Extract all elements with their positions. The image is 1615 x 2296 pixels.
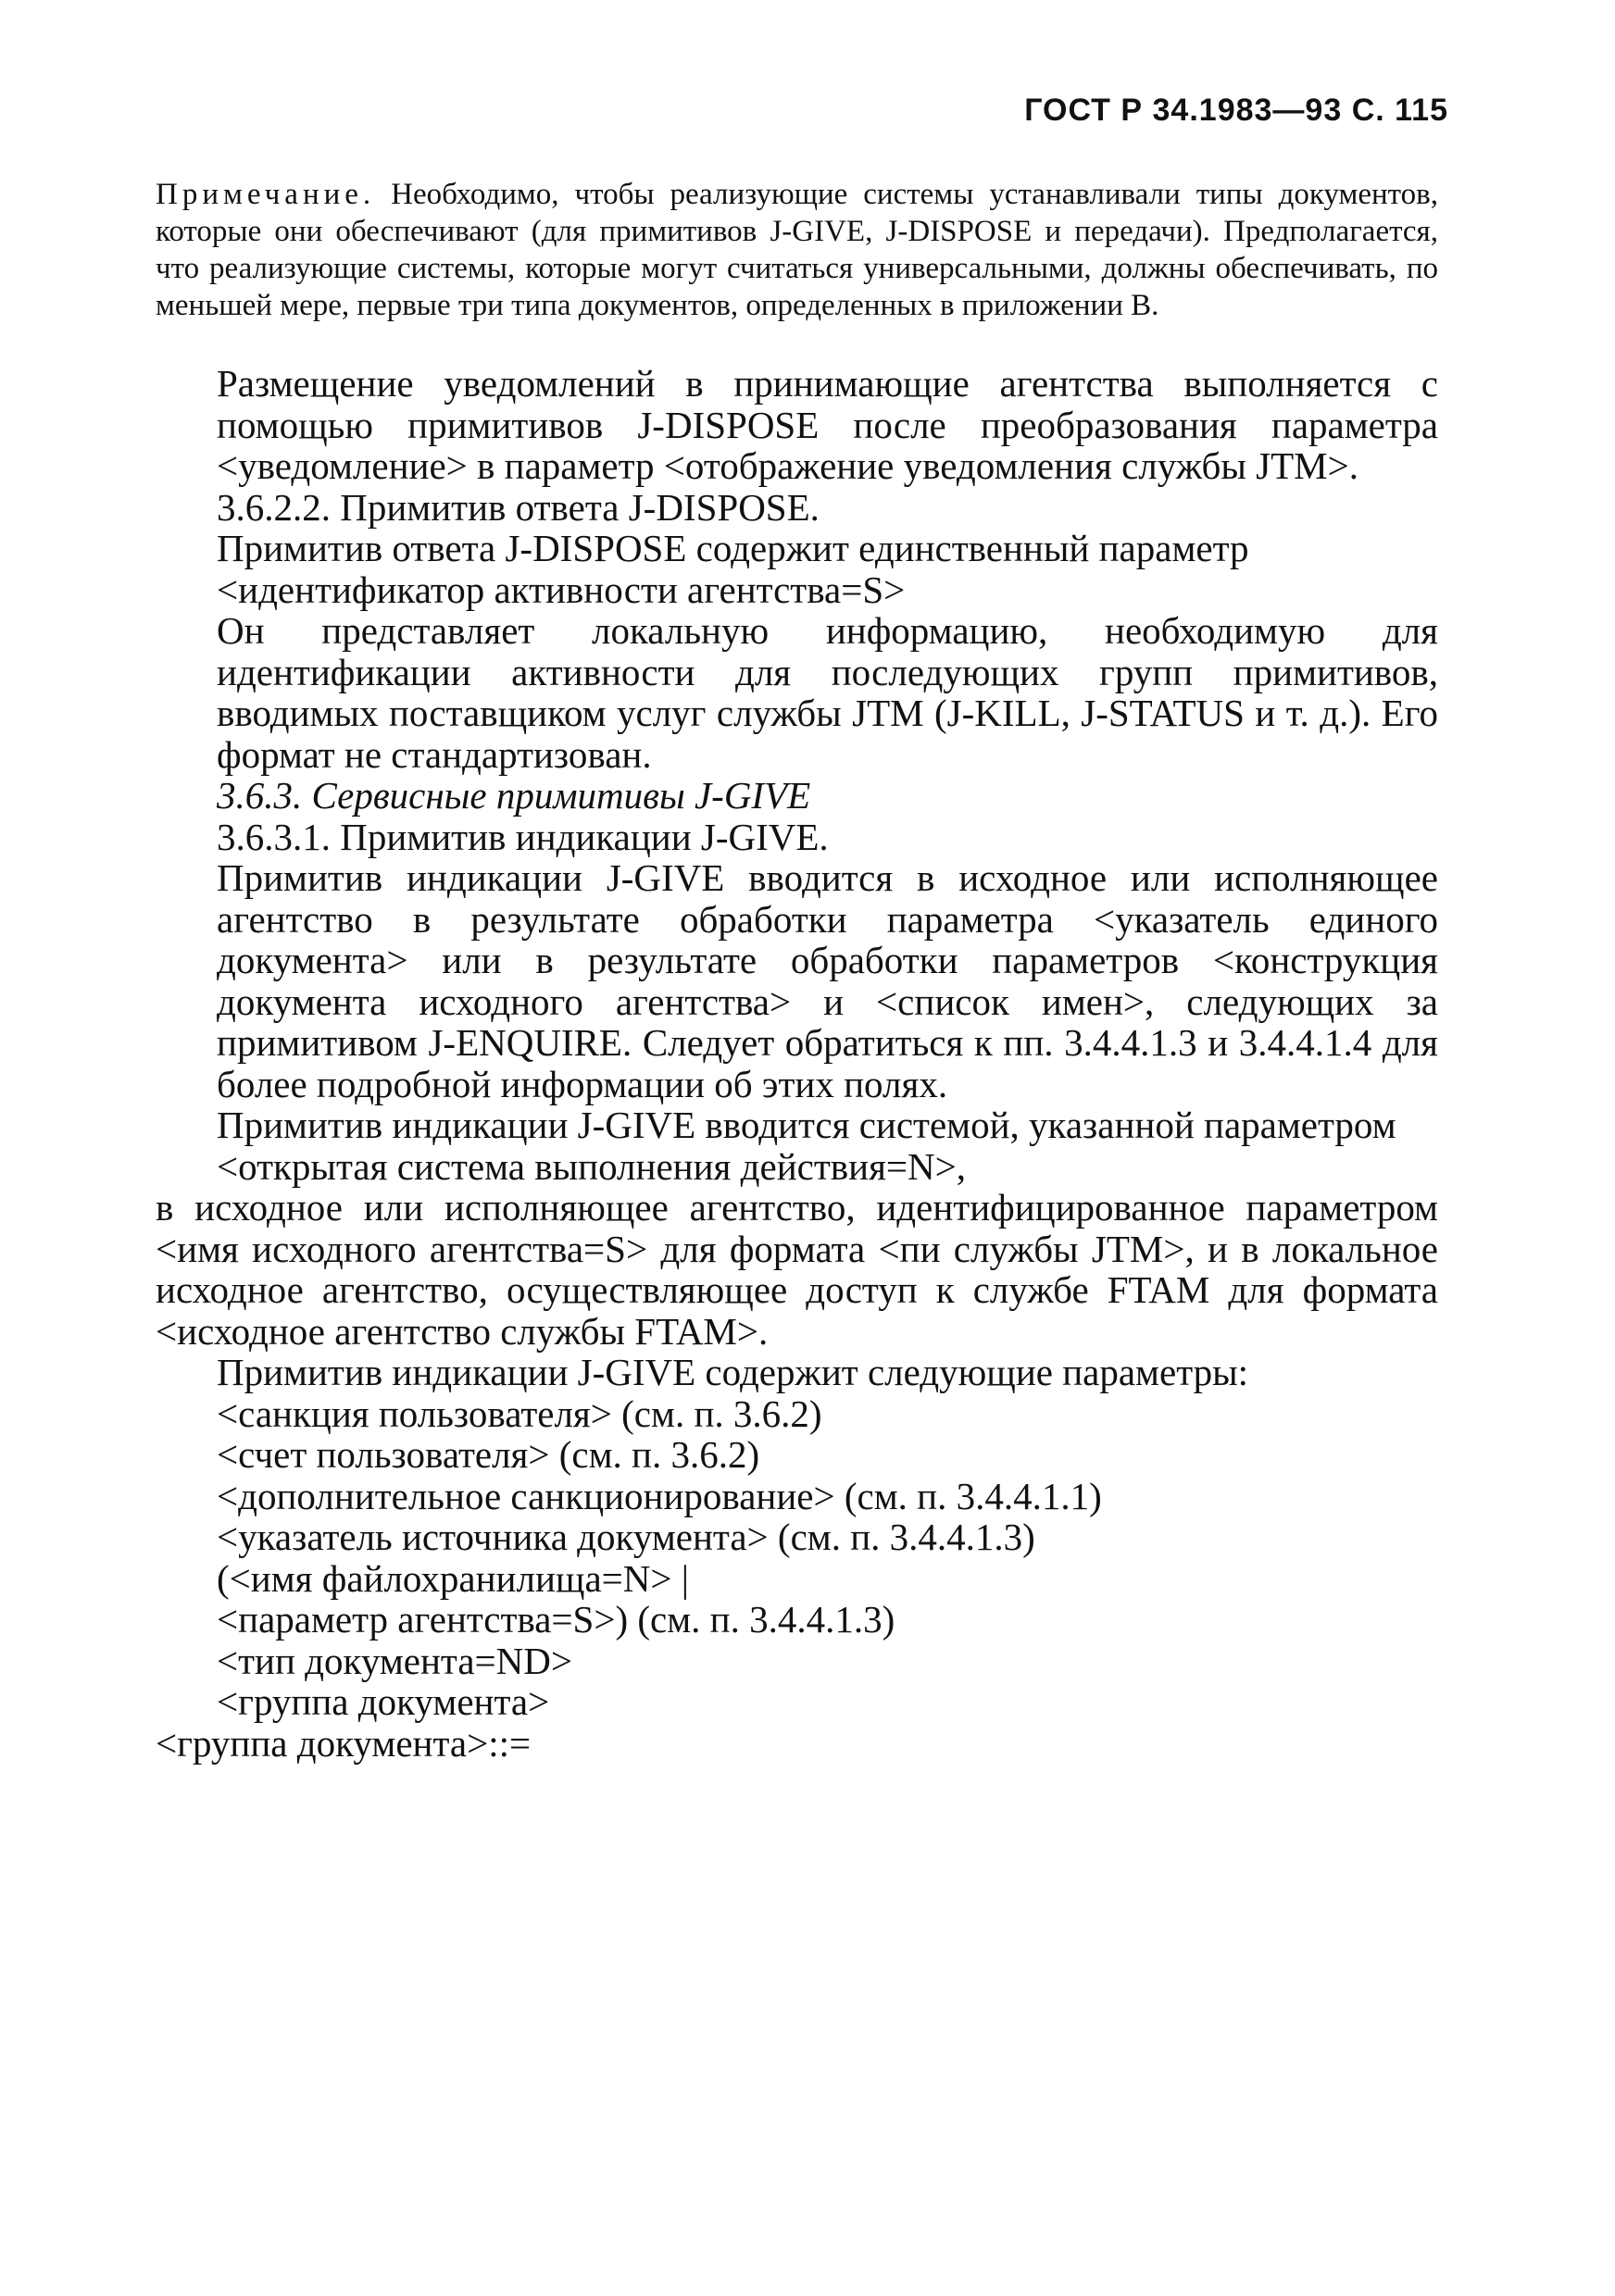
param-line: <параметр агентства=S>) (см. п. 3.4.4.1.3) — [217, 1598, 895, 1641]
section-heading-3-6-3: 3.6.3. Сервисные примитивы J-GIVE — [217, 774, 811, 817]
paragraph-agency: в исходное или исполняющее агентство, идентифицированное параметром <имя исходного агентства=S> для формата <пи службы JTM>, и в локальное исходное агентство, осуществляющее доступ к службе FTAM для формата <исходное агентство службы FTAM>. — [156, 1186, 1438, 1353]
paragraph-response: Примитив ответа J-DISPOSE содержит единственный параметр — [217, 527, 1249, 569]
paragraph-local-info: Он представляет локальную информацию, необходимую для идентификации активности для последующих групп примитивов, вводимых поставщиком услуг службы JTM (J-KILL, J-STATUS и т. д.). Его формат не стандартизован. — [217, 609, 1438, 776]
paragraph-notifications: Размещение уведомлений в принимающие агентства выполняется с помощью примитивов J-DISPOSE после преобразования параметра <уведомление> в параметр <отображение уведомления службы JTM>. — [217, 362, 1438, 487]
section-heading-3-6-3-1: 3.6.3.1. Примитив индикации J-GIVE. — [217, 815, 829, 858]
main-text — [156, 363, 1438, 1764]
param-line: <санкция пользователя> (см. п. 3.6.2) — [217, 1391, 822, 1435]
param-line: <указатель источника документа> (см. п. 3.4.4.1.3) — [217, 1516, 1035, 1558]
note-text: Необходимо, чтобы реализующие системы устанавливали типы документов, которые они обеспечивают (для примитивов J-GIVE, J-DISPOSE и передачи). Предполагается, что реализующие системы, которые могут считаться универсальными, должны обеспечивать, по меньшей мере, первые три типа документов, определенных в приложении В. — [156, 178, 1439, 322]
definition-line: <группа документа>::= — [156, 1721, 532, 1765]
note-label: Примечание. — [156, 178, 376, 211]
note-block — [156, 176, 1438, 324]
section-heading-3-6-2-2: 3.6.2.2. Примитив ответа J-DISPOSE. — [217, 485, 820, 529]
param-line: <дополнительное санкционирование> (см. п. 3.4.4.1.1) — [217, 1474, 1102, 1517]
page-header: ГОСТ Р 34.1983—93 С. 115 — [1024, 93, 1448, 128]
param-open-system: <открытая система выполнения действия=N>, — [217, 1144, 967, 1188]
paragraph-indication-system: Примитив индикации J-GIVE вводится системой, указанной параметром — [217, 1104, 1396, 1146]
param-line: (<имя файлохранилища=N> | — [217, 1556, 689, 1600]
paragraph-indication: Примитив индикации J-GIVE вводится в исходное или исполняющее агентство в результате обработки параметра <указатель единого документа> или в результате обработки параметров <конструкция документа исходного агентства> и <список имен>, следующих за примитивом J-ENQUIRE. Следует обратиться к пп. 3.4.4.1.3 и 3.4.4.1.4 для более подробной информации об этих полях. — [217, 856, 1438, 1105]
param-line: <счет пользователя> (см. п. 3.6.2) — [217, 1433, 760, 1476]
paragraph-params-intro: Примитив индикации J-GIVE содержит следующие параметры: — [217, 1351, 1249, 1393]
param-line: <тип документа=ND> — [217, 1639, 572, 1682]
param-line: <группа документа> — [217, 1680, 550, 1723]
param-activity-id: <идентификатор активности агентства=S> — [217, 568, 906, 611]
